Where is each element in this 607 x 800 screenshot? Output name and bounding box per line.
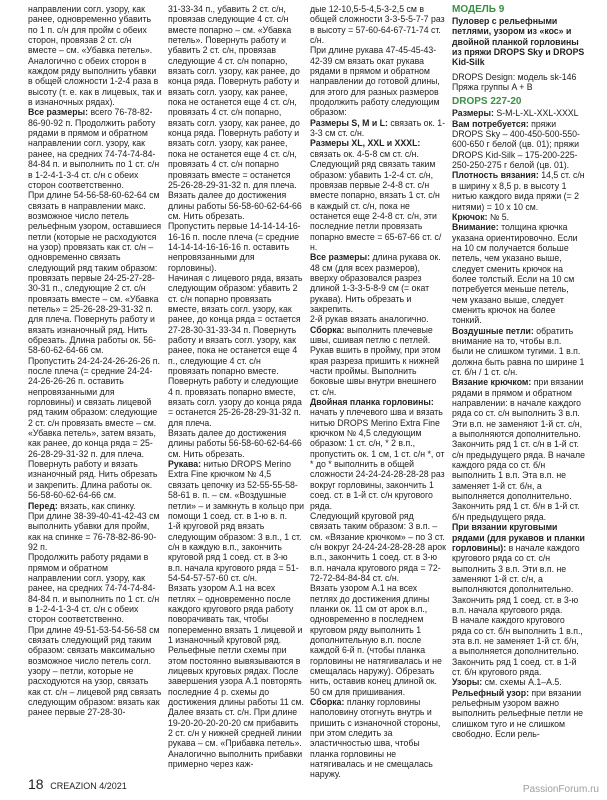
paragraph <box>310 138 446 159</box>
paragraph-text: Вязать далее до достижения длины работы 56-58-60-62-64-66 см. Нить обрезать. <box>168 428 302 459</box>
paragraph-text: Продолжить работу рядами в прямом и обратном направлении согл. узору, как ранее, на средних 74-74-74-84-84-84 п. и выполнить по 1 ст. с/н в 1-2-4-1-3-4 ст. с/н с обеих сторон соответственно. <box>28 552 160 625</box>
yarn-group: Пряжа группы A + B <box>452 82 533 93</box>
paragraph-text: направлении согл. узору, как ранее, одновременно убавить по 1 п. с/н для пройм с обеих сторон, провязав 2 ст. с/н вместе – см. «Убавка петель». Аналогично с обеих сторон в каждом ряду выполнить убавки в общей сложности 1-2-4 раза в высоту (т. е. как в лицевых, так и в изнаночных рядах). <box>28 4 162 108</box>
paragraph <box>452 615 585 677</box>
paragraph-text: Следующий круговой ряд связать таким образом: 3 в.п. – см. «Вязание крючком» – по 3 ст. с/н вокруг 24-24-24-28-28-28 арок в.п., закончить 1 соед. ст. в 3-ю в.п. начала кругового ряда = 72-72-72-84-84-84 ст. с/н. <box>310 510 446 583</box>
paragraph <box>310 397 446 511</box>
paragraph <box>28 356 162 459</box>
paragraph-text: Повернуть работу и вязать изнаночный ряд. Нить обрезать и закрепить. Длина работы ок. 56-58-60-62-64-66 см. <box>28 459 158 501</box>
paragraph-text: 1-й круговой ряд вязать следующим образом: 3 в.п., 1 ст. с/н в каждую в.п., закончить круговой ряд 1 соед. ст. в 3-ю в.п. начала кругового ряда = 51-54-54-57-57-60 ст. с/н. <box>168 521 302 583</box>
text-column-4 <box>452 4 585 739</box>
paragraph-text: Начиная с лицевого ряда, вязать следующим образом: убавить 2 ст. с/н попарно провязать вместе, вязать согл. узору, как ранее, до конца ряда = остается 27-28-30-31-33-34 п. Повернуть работу и вязать согл. узору, как ранее, пока не останется еще 4 п., следующие 4 ст. с/н провязать попарно вместе. Повернуть работу и следующие 4 п. провязать попарно вместе, вязать согл. узору до конца ряда = останется 25-26-28-29-31-32 п. для плеча. <box>168 272 303 428</box>
paragraph <box>28 625 162 718</box>
paragraph <box>452 222 585 325</box>
model-code: DROPS 227-20 <box>452 96 522 108</box>
paragraph-heading: Рельефный узор: <box>452 687 529 698</box>
paragraph-text: 2-й рукав вязать аналогично. <box>310 314 429 325</box>
paragraph-text: Следующий ряд связать таким образом: убавить 1-2-4 ст. с/н, провязав первые 2-4-8 ст. с/н вместе попарно, вязать 1 ст. с/н в каждый ст. с/н, пока не останется еще 2-4-8 ст. с/н, эти последние петли провязать попарно вместе = 65-67-66 ст. с/н. <box>310 159 442 252</box>
paragraph-text: При длине 49-51-53-54-56-58 см связать следующий ряд таким образом: связать максимально возможное число петель согл. узору – петли, которые не расходуются на узор, связать как ст. с/н – лицевой ряд связать следующим образом: вязать как ранее первые 27-28-30- <box>28 624 162 718</box>
paragraph-heading: Размеры: <box>452 108 494 119</box>
paragraph <box>452 119 585 171</box>
paragraph <box>310 159 446 252</box>
paragraph-text: Далее вязать ст. с/н. При длине 19-20-20-20-20-20 см прибавить 2 ст. с/н у нижней средней линии рукава – см. «Прибавка петель». Аналогично выполнить прибавки примерно через каж- <box>168 707 303 770</box>
paragraph <box>310 583 446 697</box>
paragraph <box>310 4 446 45</box>
paragraph-heading: Плотность вязания: <box>452 170 539 181</box>
paragraph <box>28 552 162 624</box>
paragraph-text: Вязать далее до достижения длины работы 56-58-60-62-64-66 см. Нить обрезать. <box>168 190 302 221</box>
paragraph-heading: Узоры: <box>452 677 483 688</box>
paragraph <box>168 221 304 273</box>
paragraph <box>452 212 585 222</box>
paragraph <box>310 314 446 324</box>
paragraph <box>310 45 446 117</box>
paragraph-text: При длине 54-56-58-60-62-64 см связать в направлении макс. возможное число петель рельефным узором, оставшиеся петли (которые не расходуются на узор) провязать как ст. с/н – одновременно связать следующий ряд таким образом: провязать первые 24-25-27-28-30-31 п., следующие 2 ст. с/н провязать вместе – см. «Убавка петель» = 25-26-28-29-31-32 п. для плеча. Повернуть работу и вязать изнаночный ряд. Нить обрезать. Длина работы ок. 56-58-60-62-64-66 см. <box>28 190 162 356</box>
paragraph-heading: Внимание: <box>452 222 499 233</box>
paragraph-text: в начале каждого кругового ряда со ст. с/н выполнить 3 в.п. Эти в.п. не заменяют 1-й ст. с/н, а выполняются дополнительно. Закончить ряд 1 соед. ст. в 3-ю в.п. начала кругового ряда. <box>452 542 580 615</box>
magazine-name: CREAZION 4/2021 <box>50 781 127 791</box>
paragraph-text: обратить внимание на то, чтобы в.п. были не слишком тугими. 1 в.п. должна быть равна по ширине 1 ст. б/н / 1 ст. с/н. <box>452 325 585 377</box>
paragraph <box>310 252 446 314</box>
model-subtitle: Пуловер с рельефными петлями, узором из «кос» и двойной планкой горловины из пряжи DROPS Sky и DROPS Kid-Silk <box>452 16 585 68</box>
paragraph <box>310 325 446 397</box>
paragraph-text: выполнить плечевые швы, сшивая петлю с петлей. Рукав вшить в пройму, при этом края разреза пришить к нижней части проймы. Выполнить боковые швы внутри внешнего ст. с/н. <box>310 324 441 397</box>
paragraph-text: Пропустить первые 14-14-14-16-16-16 п. после плеча (= средние 14-14-14-16-16-16 п. оставить непровязанными для горловины). <box>168 221 301 273</box>
paragraph-heading: Размеры XL, XXL и XXXL: <box>310 138 421 149</box>
paragraph <box>168 428 304 459</box>
paragraph-heading: Сборка: <box>310 324 345 335</box>
page-footer <box>28 776 127 792</box>
paragraph <box>452 522 585 615</box>
paragraph-text: связать ок. 1-3-3 см ст. с/н. <box>310 117 446 139</box>
model-details <box>452 108 585 739</box>
paragraph <box>452 377 585 522</box>
paragraph <box>28 107 162 190</box>
text-column-1 <box>28 4 162 718</box>
paragraph-heading: Воздушные петли: <box>452 325 534 336</box>
paragraph-text: 14,5 ст. с/н в ширину х 8,5 р. в высоту 1 нитью каждого вида пряжи (= 2 нитями) = 10 х 10 см. <box>452 170 585 212</box>
paragraph-text: при вязании рядами в прямом и обратном направлении: в начале каждого ряда со ст. с/н выполнить 3 в.п. Эти в.п. не заменяют 1-й ст. с/н, а выполняются дополнительно. Закончить ряд 1 ст. с/н в 1-й ст. с/н предыдущего ряда. В начале каждого ряда со ст. б/н выполнить 1 в.п. Эта в.п. не заменяет 1-й ст. б/н, а выполняется дополнительно. Закончить ряд 1 ст. б/н в 1-й ст. б/н предыдущего ряда. <box>452 377 585 522</box>
paragraph <box>310 697 446 780</box>
paragraph <box>168 459 304 521</box>
paragraph-text: Пропустить 24-24-24-26-26-26 п. после плеча (= средние 24-24-24-26-26-26 п. оставить непровязанными для горловины) и связать лицевой ряд таким образом: следующие 2 ст. с/н провязать вместе – см. «Убавка петель», затем вязать, как ранее, до конца ряда = 25-26-28-29-31-32 п. для плеча. <box>28 355 160 459</box>
paragraph-text: планку горловины наполовину отогнуть внутрь и пришить с изнаночной стороны, при этом следить за эластичностью шва, чтобы планка горловины не натягивалась и не смещалась наружу. <box>310 697 441 780</box>
model-title: МОДЕЛЬ 9 <box>452 4 505 15</box>
paragraph-text: 31-33-34 п., убавить 2 ст. с/н, провязав следующие 4 ст. с/н вместе попарно – см. «Убавка петель». Повернуть работу и убавить 2 ст. с/н, провязав следующие 4 ст. с/н попарно, вязать согл. узору, как ранее, до конца ряда. Повернуть работу и вязать согл. узору, как ранее, пока не останется еще 4 ст. с/н, провязать 4 ст. с/н попарно, вязать согл. узору, как ранее, до конца ряда. Повернуть работу и вязать согл. узору, как ранее, пока не останется еще 4 ст. с/н, провязать 4 ст. с/н попарно провязать вместе = останется 25-26-28-29-31-32 п. для плеча. <box>168 4 300 190</box>
paragraph-text: Вязать узором А.1 на всех петлях – одновременно после каждого кругового ряда работу поворачивать так, чтобы попеременно вязать 1 лицевой и 1 изнаночный круговой ряд. Рельефные петли схемы при этом постоянно вывязываются в лицевых круговых рядах. После завершения узора А.1 повторять последние 4 р. схемы до достижения длины работы 11 см. <box>168 583 304 708</box>
paragraph <box>168 190 304 221</box>
paragraph <box>168 273 304 428</box>
paragraph-heading: Перед: <box>28 500 58 511</box>
paragraph <box>310 511 446 583</box>
paragraph-text: В начале каждого кругового ряда со ст. б/н выполнить 1 в.п., эта в.п. не заменяет 1-й ст. б/н, а выполняется дополнительно. Закончить ряд 1 соед. ст. в 1-й ст. б/н кругового ряда. <box>452 615 583 677</box>
paragraph-heading: Сборка: <box>310 697 345 708</box>
paragraph <box>28 501 162 511</box>
paragraph <box>168 707 304 769</box>
paragraph-text: Вязать узором А.1 на всех петлях до достижения длины планки ок. 11 см от арок в.п., одновременно в последнем круговом ряду выполнить 1 дополнительную в.п. после каждой 6-й п. (чтобы планка горловины не натягивалась и не смещалась наружу). Обрезать нить, оставив конец длиной ок. 50 см для пришивания. <box>310 583 442 697</box>
text-column-3 <box>310 4 446 780</box>
page-number: 18 <box>28 776 44 792</box>
paragraph-heading: Рукава: <box>168 459 201 470</box>
paragraph-text: вязать, как спинку. <box>57 500 136 511</box>
paragraph-text: дые 12-10,5-5-4,5-3-2,5 см в общей сложности 3-3-5-5-7-7 раз в высоту = 57-60-64-67-71-74 ст. с/н. <box>310 4 445 46</box>
paragraph-text: начать у плечевого шва и вязать нитью DROPS Merino Extra Fine крючком № 4,5 следующим образом: 1 ст. с/н, * 2 в.п., пропустить ок. 1 см, 1 ст. с/н *, от * до * выполнить в общей сложности 24-24-24-28-28-28 раз вокруг горловины, закончить 1 соед. ст. в 1-й ст. с/н кругового ряда. <box>310 407 445 511</box>
paragraph-heading: Все размеры: <box>310 252 371 263</box>
paragraph <box>28 4 162 107</box>
paragraph-heading: Двойная планка горловины: <box>310 397 434 408</box>
paragraph-text: см. схемы А.1–А.5. <box>482 677 562 688</box>
paragraph-heading: Крючок: <box>452 211 488 222</box>
paragraph-text: пряжи DROPS Sky – 400-450-500-550-600-650 г белой (цв. 01); пряжи DROPS Kid-Silk – 175-200-225-250-250-275 г белой (цв. 01). <box>452 118 580 171</box>
paragraph-text: длина рукава ок. 48 см (для всех размеров), вверху образовался разрез длиной 1-3-3-5-8-9 см (= окат рукава). Нить обрезать и закрепить. <box>310 252 441 314</box>
paragraph <box>168 521 304 583</box>
model-design: DROPS Design: модель sk-146 <box>452 71 577 82</box>
paragraph-text: нитью DROPS Merino Extra Fine крючком № 4,5 связать цепочку из 52-55-55-58-58-61 в. п. – см. «Воздушные петли» – и замкнуть в кольцо при помощи 1 соед. ст. в 1-ю в. п. <box>168 459 305 521</box>
paragraph-heading: Вам потребуется: <box>452 118 529 129</box>
paragraph-heading: Размеры S, M и L: <box>310 117 388 128</box>
paragraph-text: связать ок. 4-5-8 см ст. с/н. <box>310 148 419 159</box>
paragraph <box>28 459 162 500</box>
paragraph-text: S-M-L-XL-XXL-XXXL <box>493 108 579 119</box>
paragraph <box>452 677 585 687</box>
paragraph-text: толщина крючка указана ориентировочно. Если на 10 см получается больше петель, чем указано выше, следует сменить крючок на более толстый. Если на 10 см потребуется меньше петель, чем указано выше, следует сменить крючок на более тонкий. <box>452 222 578 326</box>
paragraph <box>28 511 162 552</box>
paragraph-text: При длине 38-39-40-41-42-43 см выполнить убавки для пройм, как на спинке = 76-78-82-86-90-92 п. <box>28 510 160 552</box>
paragraph <box>168 4 304 190</box>
paragraph-text: При длине рукава 47-45-45-43-42-39 см вязать окат рукава рядами в прямом и обратном направлении до готовой длины, для этого для разных размеров продолжить работу следующим образом: <box>310 45 440 118</box>
paragraph <box>452 326 585 378</box>
paragraph-text: всего 76-78-82-86-90-92 п. Продолжить работу рядами в прямом и обратном направлении согл. узору, как ранее, на средних 74-74-74-84-84-84 п. и выполнить по 1 ст. с/н в 1-2-4-1-3-4 ст. с/н с обеих сторон соответственно. <box>28 107 160 190</box>
paragraph-heading: Вязание крючком: <box>452 377 532 388</box>
paragraph <box>28 190 162 356</box>
paragraph-text: при вязании рельефным узором важно выполнить рельефные петли не слишком туго и не слишком свободно. Если рель- <box>452 687 584 740</box>
watermark: PassionForum.ru <box>522 784 599 795</box>
paragraph <box>452 170 585 211</box>
paragraph <box>310 118 446 139</box>
paragraph-heading: При вязании круговыми рядами (для рукавов и планки горловины): <box>452 522 585 553</box>
paragraph <box>452 108 585 118</box>
paragraph <box>452 688 585 740</box>
paragraph-heading: Все размеры: <box>28 107 89 118</box>
paragraph-text: № 5. <box>487 211 510 222</box>
paragraph <box>168 583 304 707</box>
text-column-2 <box>168 4 304 769</box>
